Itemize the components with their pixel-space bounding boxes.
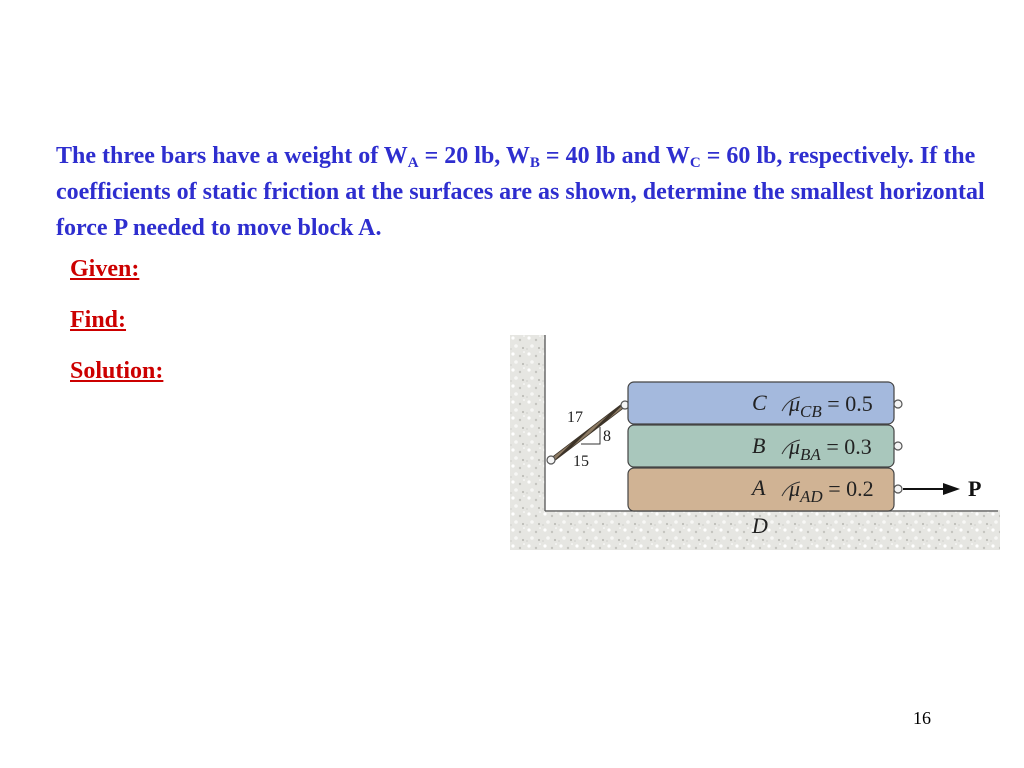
slope-17-label: 17 [567, 409, 583, 426]
bar-c-pin-icon [894, 400, 902, 408]
wall-anchor-icon [547, 456, 555, 464]
mu-cb-label: $\mu_{CB} = 0.5$ [789, 391, 873, 421]
force-p-label: P [968, 476, 982, 501]
force-arrow-icon [943, 483, 960, 495]
slope-15-label: 15 [573, 453, 589, 470]
stacked-bars-figure [510, 335, 1000, 565]
bar-b-pin-icon [894, 442, 902, 450]
find-heading: Find: [70, 307, 127, 333]
bar-a-pin-icon [894, 485, 902, 493]
page-number: 16 [913, 708, 931, 728]
mu-ad-label: $\mu_{AD} = 0.2$ [789, 476, 874, 506]
given-heading: Given: [70, 256, 140, 282]
bar-a-label: A [752, 475, 766, 500]
bar-c-label: C [752, 390, 767, 415]
solution-heading: Solution: [70, 358, 164, 384]
cord-texture [552, 405, 624, 460]
slope-8-label: 8 [603, 428, 611, 445]
figure-svg [510, 335, 1000, 560]
problem-statement: The three bars have a weight of $W_A = 20$ lb, $W_B = 40$ lb and $W_C = 60$ lb, respectively. If the coefficients of static friction at the surfaces are as shown, determine the smallest horizontal force P needed to move block A. [56, 143, 985, 241]
floor-d-label: D [752, 513, 768, 538]
bar-b-label: B [752, 433, 766, 458]
mu-ba-label: $\mu_{BA} = 0.3$ [789, 434, 872, 464]
